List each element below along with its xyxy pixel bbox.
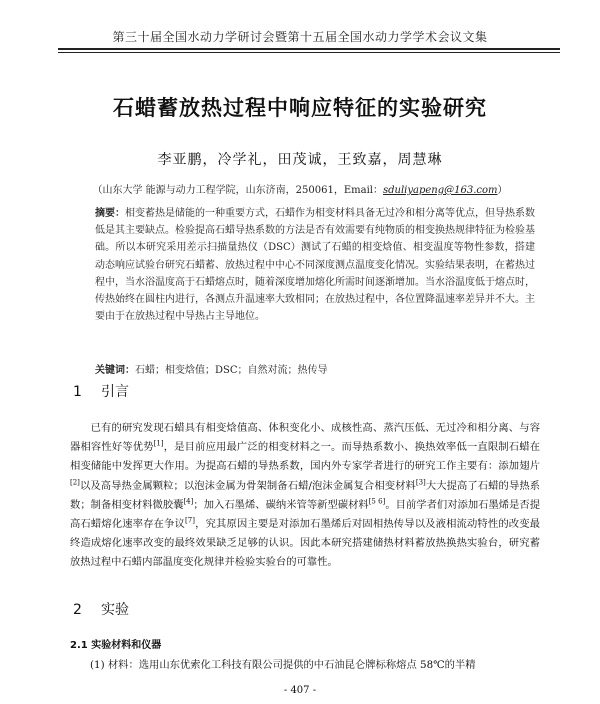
intro-paragraph [70,419,540,573]
abstract [95,205,535,325]
intro-text-3: 以及高导热金属颗粒；以泡沫金属为骨架制备石蜡/泡沫金属复合相变材料 [79,479,416,492]
header-rule [58,48,560,50]
keywords [95,361,535,376]
abstract-text: 相变蓄热是储能的一种重要方式，石蜡作为相变材料具备无过冷和相分离等优点，但导热系数低是其主要缺点。检验提高石蜡导热系数的方法是否有效需要有纯物质的相变换热规律特征为检验基础。所以本研究采用差示扫描量热仪（DSC）测试了石蜡的相变焓值、相变温度等物性参数，搭建动态响应试验台研究石蜡蓄、放热过程中中心不同深度测点温度变化情况。实验结果表明，在蓄热过程中，当水浴温度高于石蜡熔点时，随着深度增加熔化所需时间逐渐增加。当水浴温度低于熔点时，传热始终在圆柱内进行，各测点升温速率大致相同；在放热过程中，各位置降温速率差异并不大。主要由于在放热过程中导热占主导地位。 [95,208,535,323]
header-rule-thin [58,52,560,53]
intro-text-6: 。目前学者们对添加石墨烯是否提高石蜡熔化速率存在争议 [70,498,541,531]
author-email[interactable]: sduliyapeng@163.com [382,185,498,196]
subsection-number: 2.1 [70,640,88,651]
paper-affiliation [0,181,600,196]
citation: [7] [185,516,195,525]
abstract-label: 摘要： [95,208,125,219]
citation: [3] [415,478,426,487]
section-title: 实验 [101,602,129,618]
subsection-title: 实验材料和仪器 [91,640,162,651]
section-number: 1 [73,384,82,400]
affiliation-close: ） [497,185,508,196]
keywords-label: 关键词： [95,365,135,376]
keywords-text: 石蜡；相变焓值；DSC；自然对流；热传导 [135,365,328,376]
paper-authors: 李亚鹏，冷学礼，田茂诚，王致嘉，周慧琳 [157,152,443,168]
citation: [1] [153,439,164,448]
intro-text-1: 已有的研究发现石蜡具有相变焓值高、体积变化小、成核性高、蒸汽压低、无过冷和相分离、与容器相容性好等优势 [70,422,540,454]
intro-text-5: ；加入石墨烯、碳纳米管等新型碳材料 [193,498,369,511]
intro-text-4: 大大提高了石蜡的导热系数；制备相变材料微胶囊 [70,479,541,511]
material-line: (1) 材料：选用山东优索化工科技有限公司提供的中石油昆仑牌标称熔点 58℃的半精 [90,659,476,671]
intro-text-7: ，究其原因主要是对添加石墨烯后对固相热传导以及液相流动特性的改变最终造成熔化速率改变的最终效果缺乏足够的认识。因此本研究搭建储热材料蓄放热换热实验台，研究蓄放热过程中石蜡内部温度变化规律并检验实验台的可靠性。 [70,518,541,569]
section-experiment-heading [73,599,129,619]
citation: [2] [70,478,80,487]
citation: [4] [183,497,194,506]
paper-title: 石蜡蓄放热过程中响应特征的实验研究 [113,96,487,120]
section-intro-heading [73,381,129,401]
section-number: 2 [73,602,82,618]
citation: [5 6] [368,497,386,506]
affiliation-text: （山东大学 能源与动力工程学院，山东济南，250061，Email： [92,185,383,196]
page-number: - 407 - [283,685,317,696]
subsection-heading [70,636,161,651]
section-title: 引言 [101,384,129,400]
intro-text-2: ，是目前应用最广泛的相变材料之一。而导热系数小、换热效率低一直限制石蜡在相变储能中发挥更大作用。为提高石蜡的导热系数，国内外专家学者进行的研究工作主要有：添加翅片 [70,441,541,473]
running-header: 第三十届全国水动力学研讨会暨第十五届全国水动力学学术会议文集 [112,30,488,44]
